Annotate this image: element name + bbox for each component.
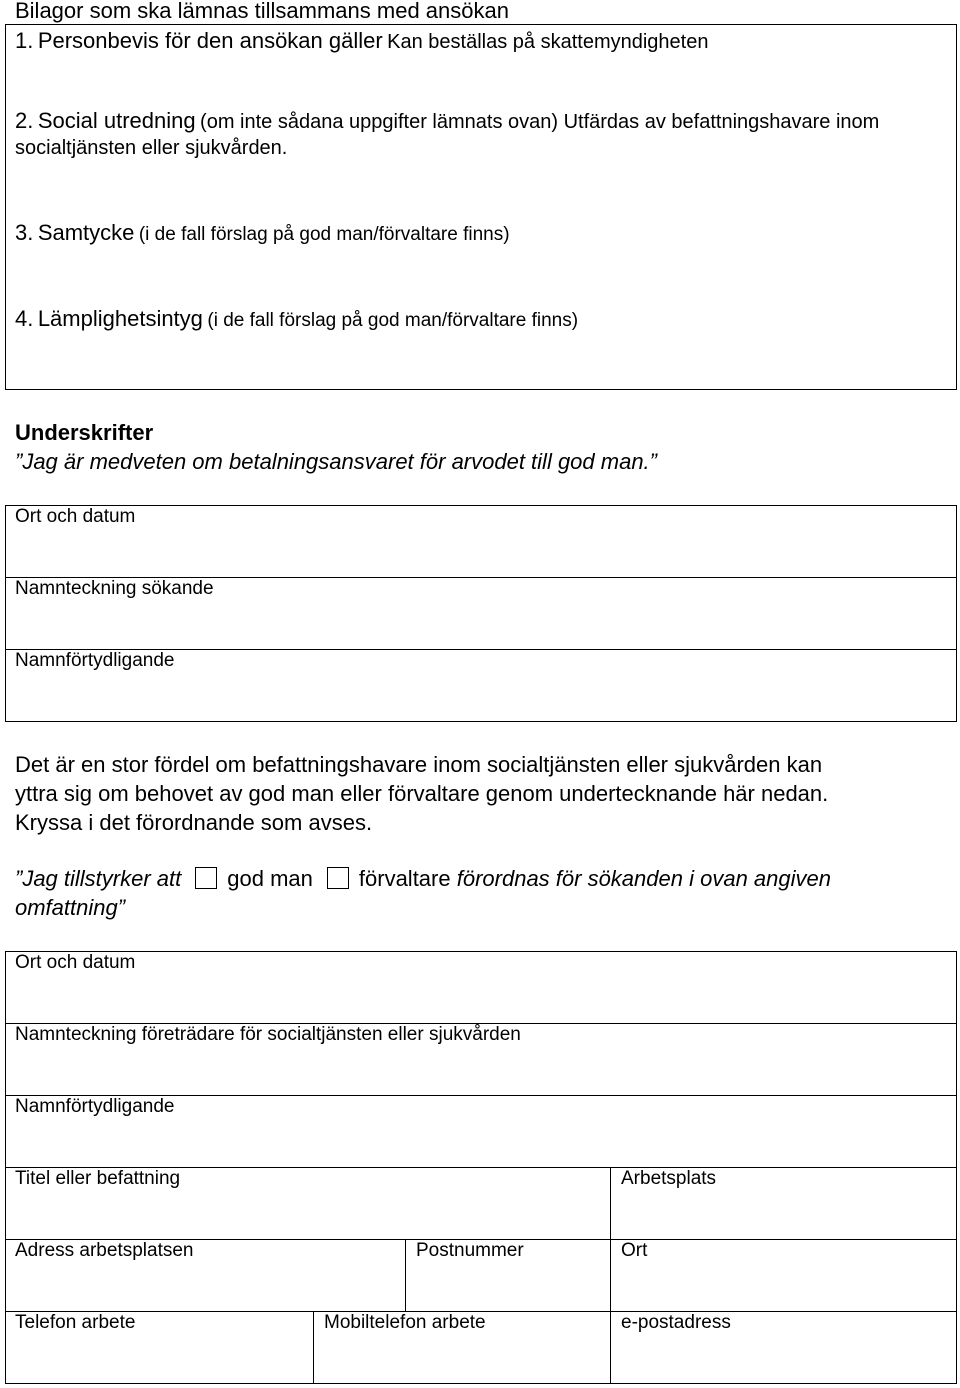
official-signature-label: Namnteckning företrädare för socialtjänsten eller sjukvården xyxy=(15,1024,521,1045)
city-label: Ort xyxy=(621,1240,648,1261)
attachment-4-note: (i de fall förslag på god man/förvaltare finns) xyxy=(207,310,579,331)
god-man-label: god man xyxy=(227,866,313,891)
forvaltare-checkbox[interactable] xyxy=(327,867,349,889)
applicant-signature-label: Namnteckning sökande xyxy=(15,578,214,599)
attachment-2-note-cont: socialtjänsten eller sjukvården. xyxy=(15,137,288,159)
attachment-3-note: (i de fall förslag på god man/förvaltare finns) xyxy=(138,224,510,245)
info-line-3: Kryssa i det förordnande som avses. xyxy=(15,810,373,835)
endorse-line-2: omfattning” xyxy=(15,895,126,920)
official-place-date-label: Ort och datum xyxy=(15,952,136,973)
god-man-checkbox[interactable] xyxy=(195,867,217,889)
email-label: e-postadress xyxy=(621,1312,731,1333)
applicant-place-date-label: Ort och datum xyxy=(15,506,136,527)
attachment-3-num: 3. xyxy=(15,220,34,245)
signatures-title: Underskrifter xyxy=(15,420,154,445)
attachment-1-note: Kan beställas på skattemyndigheten xyxy=(387,31,709,53)
city-field[interactable] xyxy=(610,1239,957,1311)
attachment-3-title: Samtycke xyxy=(37,220,135,245)
title-label: Titel eller befattning xyxy=(15,1168,181,1189)
official-place-date-field[interactable] xyxy=(5,951,957,1023)
work-mobile-label: Mobiltelefon arbete xyxy=(324,1312,486,1333)
applicant-place-date-field[interactable] xyxy=(5,505,957,577)
attachment-4-title: Lämplighetsintyg xyxy=(37,306,203,331)
attachment-1-num: 1. xyxy=(15,28,34,53)
applicant-name-clarification-label: Namnförtydligande xyxy=(15,650,175,671)
attachment-2-note: (om inte sådana uppgifter lämnats ovan) Utfärdas av befattningshavare inom xyxy=(200,111,880,133)
attachment-2-num: 2. xyxy=(15,108,34,133)
attachment-4-num: 4. xyxy=(15,306,34,331)
forvaltare-label: förvaltare xyxy=(358,866,451,891)
official-name-clarification-label: Namnförtydligande xyxy=(15,1096,175,1117)
postal-code-label: Postnummer xyxy=(416,1240,524,1261)
info-line-1: Det är en stor fördel om befattningshavare inom socialtjänsten eller sjukvården kan xyxy=(15,752,823,777)
info-line-2: yttra sig om behovet av god man eller förvaltare genom undertecknande här nedan. xyxy=(15,781,829,806)
attachment-1-title: Personbevis för den ansökan gäller xyxy=(37,28,383,53)
attachment-4 xyxy=(15,306,578,332)
endorse-suffix: förordnas för sökanden i ovan angiven xyxy=(456,866,831,891)
attachment-3 xyxy=(15,220,510,246)
attachment-2 xyxy=(15,108,879,134)
endorse-line xyxy=(15,866,831,892)
work-phone-label: Telefon arbete xyxy=(15,1312,136,1333)
attachments-box xyxy=(5,24,957,390)
signatures-statement: ”Jag är medveten om betalningsansvaret för arvodet till god man.” xyxy=(15,449,657,474)
attachment-1 xyxy=(15,28,708,54)
endorse-prefix: ”Jag tillstyrker att xyxy=(15,866,182,891)
attachment-2-title: Social utredning xyxy=(37,108,196,133)
workplace-address-label: Adress arbetsplatsen xyxy=(15,1240,194,1261)
workplace-label: Arbetsplats xyxy=(621,1168,717,1189)
attachments-heading: Bilagor som ska lämnas tillsammans med ansökan xyxy=(15,0,509,23)
